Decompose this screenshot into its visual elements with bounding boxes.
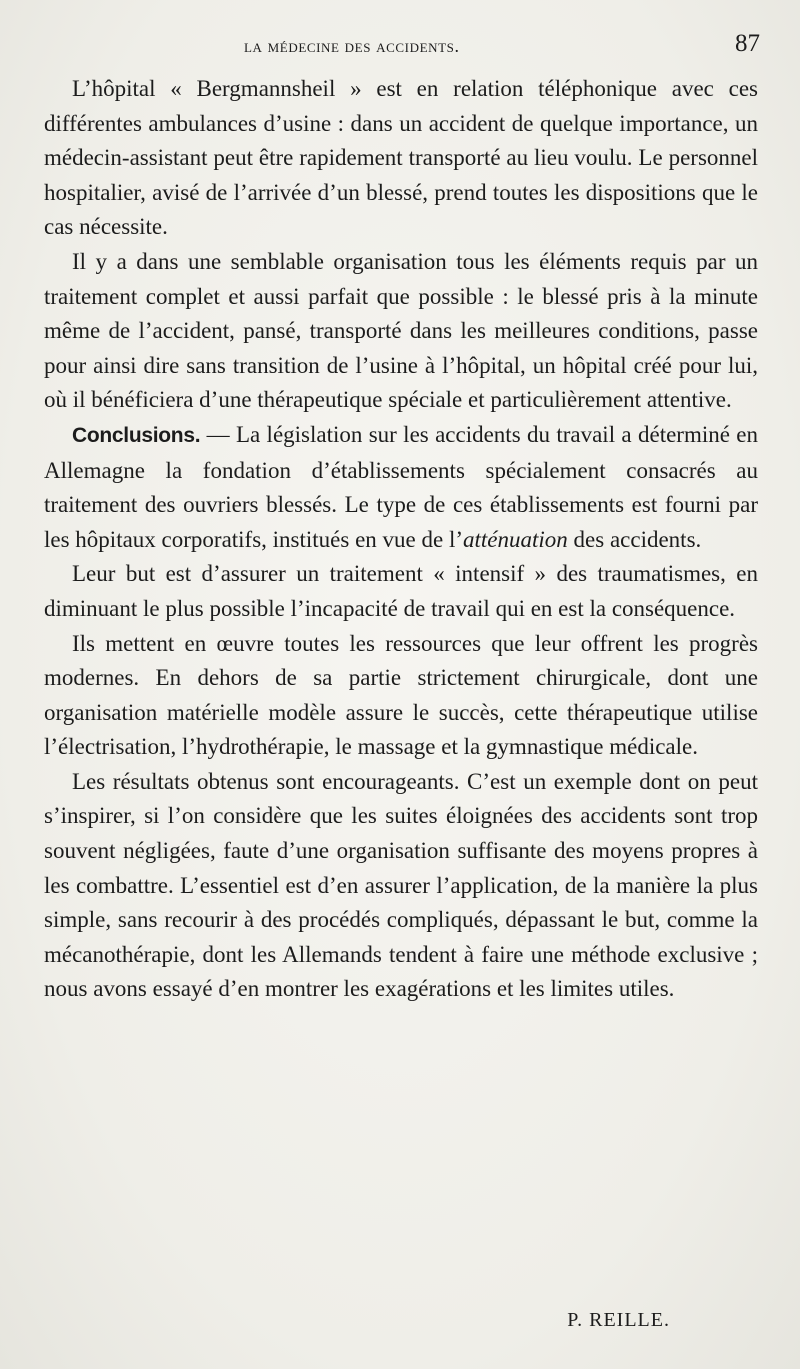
- body-text: [44, 72, 758, 1007]
- paragraph-resources: Ils mettent en œuvre toutes les ressources que leur offrent les progrès modernes. En dehors de sa partie strictement chirurgicale, dont une organisation matérielle modèle assure le succès, cette thérapeutique utilise l’électrisation, l’hydrothérapie, le massage et la gymnastique médicale.: [44, 630, 758, 760]
- paragraph-hospital-telephone: L’hôpital « Bergmannsheil » est en relation téléphonique avec ces différentes ambulances d’usine : dans un accident de quelque importance, un médecin-assistant peut être rapidement transporté au lieu voulu. Le personnel hospitalier, avisé de l’arrivée d’un blessé, prend toutes les dispositions que le cas nécessite.: [44, 76, 758, 240]
- paragraph-organisation: Il y a dans une semblable organisation tous les éléments requis par un traitement complet et aussi parfait que possible : le blessé pris à la minute même de l’accident, pansé, transporté dans les meilleures conditions, passe pour ainsi dire sans transition de l’usine à l’hôpital, un hôpital créé pour lui, où il bénéficiera d’une thérapeutique spéciale et particulièrement attentive.: [44, 248, 758, 413]
- page-number: 87: [735, 30, 760, 57]
- conclusions-emphasis: atténuation: [463, 526, 568, 552]
- paragraph-conclusions: [44, 418, 758, 557]
- conclusions-text-end: des accidents.: [567, 526, 702, 552]
- running-header: [0, 30, 800, 62]
- running-title: la médecine des accidents.: [244, 36, 460, 56]
- paragraph-results: Les résultats obtenus sont encourageants. C’est un exemple dont on peut s’inspirer, si l’on considère que les suites éloignées des accidents sont trop souvent négligées, faute d’une organisation suffisante des moyens propres à les combattre. L’essentiel est d’en assurer l’application, de la manière la plus simple, sans recourir à des procédés compliqués, dépassant le but, comme la mécanothérapie, dont les Allemands tendent à faire une méthode exclusive ; nous avons essayé d’en montrer les exagérations et les limites utiles.: [44, 768, 758, 1002]
- author-signature: P. REILLE.: [567, 1309, 670, 1331]
- conclusions-heading: Conclusions.: [72, 423, 201, 447]
- paragraph-purpose: Leur but est d’assurer un traitement « intensif » des traumatismes, en diminuant le plus possible l’incapacité de travail qui en est la conséquence.: [44, 561, 758, 621]
- conclusions-text-start: — La législation sur les accidents du travail a déterminé en Allemagne la fondation d’établissements spécialement consacrés au traitement des ouvriers blessés. Le type de ces établissements est fourni par les hôpitaux corporatifs, institués en vue de l’: [44, 421, 758, 552]
